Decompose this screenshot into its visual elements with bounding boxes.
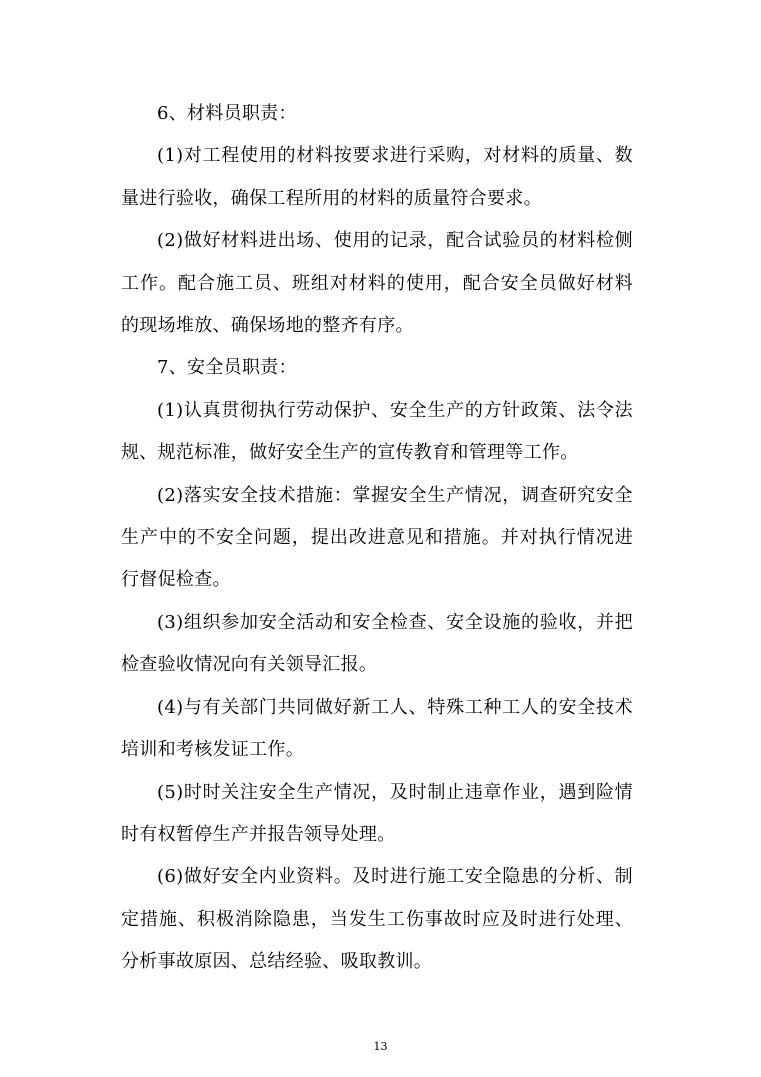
paragraph: (5)时时关注安全生产情况，及时制止违章作业，遇到险情时有权暂停生产并报告领导处理。 xyxy=(121,781,633,845)
section-heading-materials-officer: 6、材料员职责： xyxy=(157,103,297,124)
paragraph: (2)落实安全技术措施：掌握安全生产情况，调查研究安全生产中的不安全问题，提出改进意见和措施。并对执行情况进行督促检查。 xyxy=(121,484,633,591)
page-number: 13 xyxy=(373,1040,388,1053)
paragraph: (2)做好材料进出场、使用的记录，配合试验员的材料检侧工作。配合施工员、班组对材料的使用，配合安全员做好材料的现场堆放、确保场地的整齐有序。 xyxy=(121,230,633,337)
paragraph: (1)对工程使用的材料按要求进行采购，对材料的质量、数量进行验收，确保工程所用的材料的质量符合要求。 xyxy=(121,145,633,209)
paragraph: (1)认真贯彻执行劳动保护、安全生产的方针政策、法令法规、规范标准，做好安全生产的宣传教育和管理等工作。 xyxy=(121,399,633,464)
section-heading-safety-officer: 7、安全员职责： xyxy=(157,357,297,379)
paragraph: (3)组织参加安全活动和安全检查、安全设施的验收，并把检查验收情况向有关领导汇报。 xyxy=(121,611,633,676)
document-body xyxy=(121,93,633,984)
paragraph: (6)做好安全内业资料。及时进行施工安全隐患的分析、制定措施、积极消除隐患，当发生工伤事故时应及时进行处理、分析事故原因、总结经验、吸取教训。 xyxy=(121,866,633,973)
paragraph: (4)与有关部门共同做好新工人、特殊工种工人的安全技术培训和考核发证工作。 xyxy=(121,696,633,761)
